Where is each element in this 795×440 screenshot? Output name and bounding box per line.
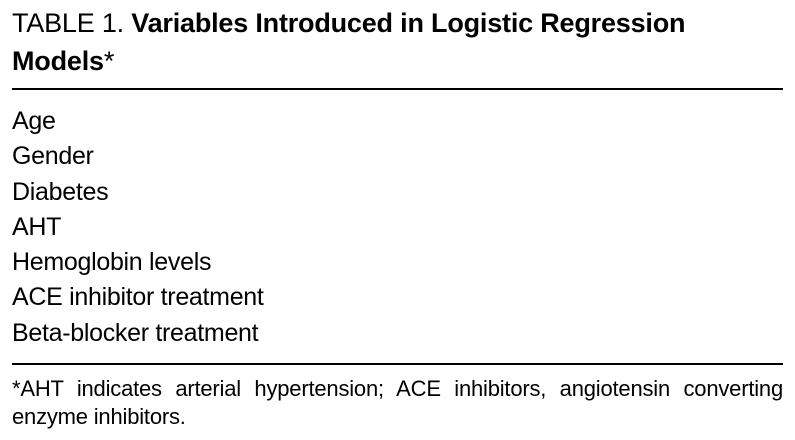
list-item: Diabetes	[12, 177, 109, 206]
variables-list	[12, 90, 783, 363]
table-container	[12, 4, 783, 431]
table-title-text: Variables Introduced in Logistic Regression Models	[12, 8, 686, 76]
title-footnote-marker: *	[103, 46, 115, 76]
list-item: AHT	[12, 212, 62, 241]
table-label: TABLE 1.	[12, 8, 124, 38]
table-footnote: *AHT indicates arterial hypertension; ACE inhibitors, angiotensin converting enzyme inhibitors.	[12, 376, 783, 430]
list-item: Beta-blocker treatment	[12, 318, 259, 347]
list-item: Age	[12, 107, 56, 135]
table-title	[12, 4, 783, 80]
list-item: ACE inhibitor treatment	[12, 283, 264, 312]
list-item: Gender	[12, 142, 94, 171]
list-item: Hemoglobin levels	[12, 248, 212, 277]
